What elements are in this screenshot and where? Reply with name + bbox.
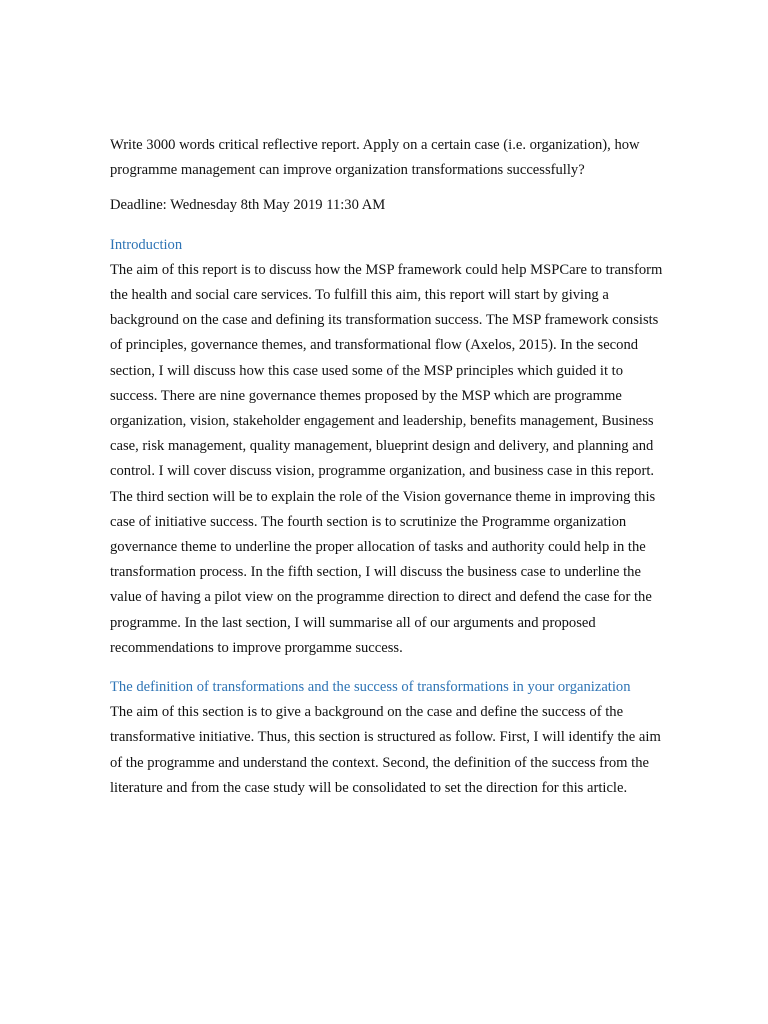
document-content [110, 133, 670, 801]
section-heading-definition: The definition of transformations and the success of transformations in your organization [110, 679, 631, 696]
section-body-introduction: The aim of this report is to discuss how the MSP framework could help MSPCare to transform the health and social care services. To fulfill this aim, this report will start by giving a background on the case and defining its transformation success. The MSP framework consists of principles, governance themes, and transformational flow (Axelos, 2015). In the second section, I will discuss how this case used some of the MSP principles which guided it to success. There are nine governance themes proposed by the MSP which are programme organization, vision, stakeholder engagement and leadership, benefits management, Business case, risk management, quality management, blueprint design and delivery, and planning and control. I will cover discuss vision, programme organization, and business case in this report. The third section will be to explain the role of the Vision governance theme in improving this case of initiative success. The fourth section is to scrutinize the Programme organization governance theme to underline the proper allocation of tasks and authority could help in the transformation process. In the fifth section, I will discuss the business case to underline the value of having a pilot view on the programme direction to direct and defend the case for the programme. In the last section, I will summarise all of our arguments and proposed recommendations to improve prorgamme success. [110, 261, 663, 656]
assignment-prompt: Write 3000 words critical reflective report. Apply on a certain case (i.e. organization), how programme management can improve organization transformations successfully? [110, 137, 640, 179]
section-body-definition: The aim of this section is to give a background on the case and define the success of the transformative initiative. Thus, this section is structured as follow. First, I will identify the aim of the programme and understand the context. Second, the definition of the success from the literature and from the case study will be consolidated to set the direction for this article. [110, 704, 661, 796]
section-heading-introduction: Introduction [110, 236, 183, 253]
assignment-deadline: Deadline: Wednesday 8th May 2019 11:30 AM [110, 197, 386, 214]
